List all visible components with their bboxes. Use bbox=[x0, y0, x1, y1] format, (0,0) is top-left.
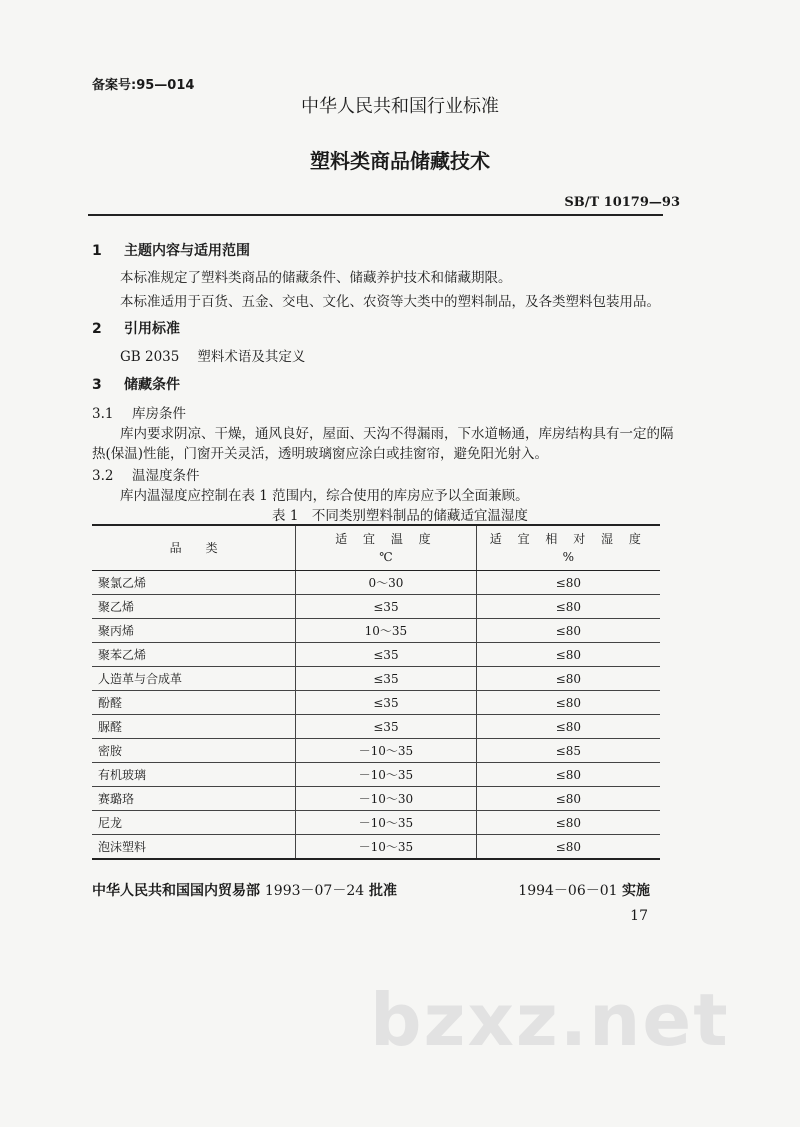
subsection-number: 3.1 bbox=[92, 406, 114, 422]
row-humidity: ≤80 bbox=[476, 667, 660, 691]
header-temperature-label: 适 宜 温 度 bbox=[335, 532, 437, 546]
section-number: 3 bbox=[92, 377, 102, 393]
row-temperature: 0～30 bbox=[296, 571, 476, 595]
row-humidity: ≤80 bbox=[476, 571, 660, 595]
implementation-line bbox=[518, 880, 650, 900]
section-number: 2 bbox=[92, 321, 102, 337]
watermark: bzxz.net bbox=[370, 978, 730, 1062]
implement-date: 1994－06－01 bbox=[518, 883, 618, 899]
section-1-heading bbox=[92, 240, 250, 260]
row-category: 聚苯乙烯 bbox=[92, 643, 296, 667]
section-3-heading bbox=[92, 374, 180, 394]
subsection-3-2-paragraph: 库内温湿度应控制在表 1 范围内，综合使用的库房应予以全面兼顾。 bbox=[120, 488, 529, 504]
header-temperature-unit: ℃ bbox=[379, 550, 393, 564]
header-humidity-unit: % bbox=[562, 550, 575, 564]
section-1-paragraph-2: 本标准适用于百货、五金、交电、文化、农资等大类中的塑料制品，及各类塑料包装用品。 bbox=[120, 294, 660, 310]
row-category: 尼龙 bbox=[92, 811, 296, 835]
section-title: 主题内容与适用范围 bbox=[124, 243, 250, 259]
subsection-3-1-heading bbox=[92, 402, 186, 422]
row-humidity: ≤80 bbox=[476, 691, 660, 715]
row-humidity: ≤80 bbox=[476, 643, 660, 667]
subsection-title: 库房条件 bbox=[132, 406, 186, 422]
header-temperature bbox=[296, 525, 476, 571]
header-humidity-label: 适 宜 相 对 湿 度 bbox=[489, 532, 647, 546]
row-humidity: ≤80 bbox=[476, 595, 660, 619]
row-humidity: ≤80 bbox=[476, 715, 660, 739]
subsection-3-2-heading bbox=[92, 464, 200, 484]
subsection-number: 3.2 bbox=[92, 468, 114, 484]
row-temperature: －10～35 bbox=[296, 763, 476, 787]
row-category: 酚醛 bbox=[92, 691, 296, 715]
subsection-3-1-line-2: 热(保温)性能，门窗开关灵活，透明玻璃窗应涂白或挂窗帘，避免阳光射入。 bbox=[92, 446, 549, 462]
section-number: 1 bbox=[92, 243, 102, 259]
row-category: 聚丙烯 bbox=[92, 619, 296, 643]
page-number: 17 bbox=[630, 908, 648, 924]
row-humidity: ≤80 bbox=[476, 787, 660, 811]
row-humidity: ≤80 bbox=[476, 763, 660, 787]
row-category: 脲醛 bbox=[92, 715, 296, 739]
reference-item bbox=[120, 345, 305, 365]
row-temperature: －10～30 bbox=[296, 787, 476, 811]
table-row bbox=[92, 643, 660, 667]
row-category: 泡沫塑料 bbox=[92, 835, 296, 860]
table-row bbox=[92, 619, 660, 643]
table-row bbox=[92, 595, 660, 619]
table-body bbox=[92, 571, 660, 860]
reference-title: 塑料术语及其定义 bbox=[197, 349, 306, 365]
header-humidity bbox=[476, 525, 660, 571]
row-temperature: ≤35 bbox=[296, 691, 476, 715]
row-category: 聚乙烯 bbox=[92, 595, 296, 619]
row-humidity: ≤85 bbox=[476, 739, 660, 763]
table-row bbox=[92, 739, 660, 763]
row-temperature: －10～35 bbox=[296, 811, 476, 835]
table-row bbox=[92, 667, 660, 691]
table-row bbox=[92, 763, 660, 787]
approval-line bbox=[92, 880, 397, 900]
row-temperature: ≤35 bbox=[296, 643, 476, 667]
row-humidity: ≤80 bbox=[476, 835, 660, 860]
table-row bbox=[92, 811, 660, 835]
row-humidity: ≤80 bbox=[476, 619, 660, 643]
table-row bbox=[92, 691, 660, 715]
subsection-title: 温湿度条件 bbox=[132, 468, 200, 484]
row-temperature: ≤35 bbox=[296, 595, 476, 619]
row-category: 人造革与合成革 bbox=[92, 667, 296, 691]
row-humidity: ≤80 bbox=[476, 811, 660, 835]
approve-date: 1993－07－24 bbox=[264, 883, 365, 899]
table-row bbox=[92, 835, 660, 860]
row-category: 赛璐珞 bbox=[92, 787, 296, 811]
row-temperature: ≤35 bbox=[296, 715, 476, 739]
row-temperature: ≤35 bbox=[296, 667, 476, 691]
header-rule bbox=[88, 214, 663, 216]
document-title: 塑料类商品储藏技术 bbox=[310, 149, 490, 173]
section-2-heading bbox=[92, 318, 180, 338]
row-temperature: －10～35 bbox=[296, 835, 476, 860]
implement-label: 实施 bbox=[622, 883, 650, 899]
row-category: 密胺 bbox=[92, 739, 296, 763]
table-header-row bbox=[92, 525, 660, 571]
approver: 中华人民共和国国内贸易部 bbox=[92, 883, 260, 899]
row-temperature: 10～35 bbox=[296, 619, 476, 643]
record-number: 备案号:95—014 bbox=[92, 78, 195, 93]
reference-code: GB 2035 bbox=[120, 349, 180, 365]
row-category: 有机玻璃 bbox=[92, 763, 296, 787]
subsection-3-1-line-1: 库内要求阴凉、干燥，通风良好，屋面、天沟不得漏雨，下水道畅通，库房结构具有一定的隔 bbox=[120, 426, 674, 442]
row-category: 聚氯乙烯 bbox=[92, 571, 296, 595]
table-row bbox=[92, 715, 660, 739]
section-1-paragraph-1: 本标准规定了塑料类商品的储藏条件、储藏养护技术和储藏期限。 bbox=[120, 270, 512, 286]
standard-code: SB/T 10179—93 bbox=[564, 195, 680, 210]
table-row bbox=[92, 787, 660, 811]
standard-type: 中华人民共和国行业标准 bbox=[301, 96, 499, 117]
approve-label: 批准 bbox=[369, 883, 398, 899]
header-category: 品 类 bbox=[92, 525, 296, 571]
section-title: 引用标准 bbox=[124, 321, 180, 337]
row-temperature: －10～35 bbox=[296, 739, 476, 763]
table-caption: 表 1 不同类别塑料制品的储藏适宜温湿度 bbox=[272, 508, 528, 524]
storage-conditions-table bbox=[92, 524, 660, 860]
table-row bbox=[92, 571, 660, 595]
section-title: 储藏条件 bbox=[124, 377, 180, 393]
